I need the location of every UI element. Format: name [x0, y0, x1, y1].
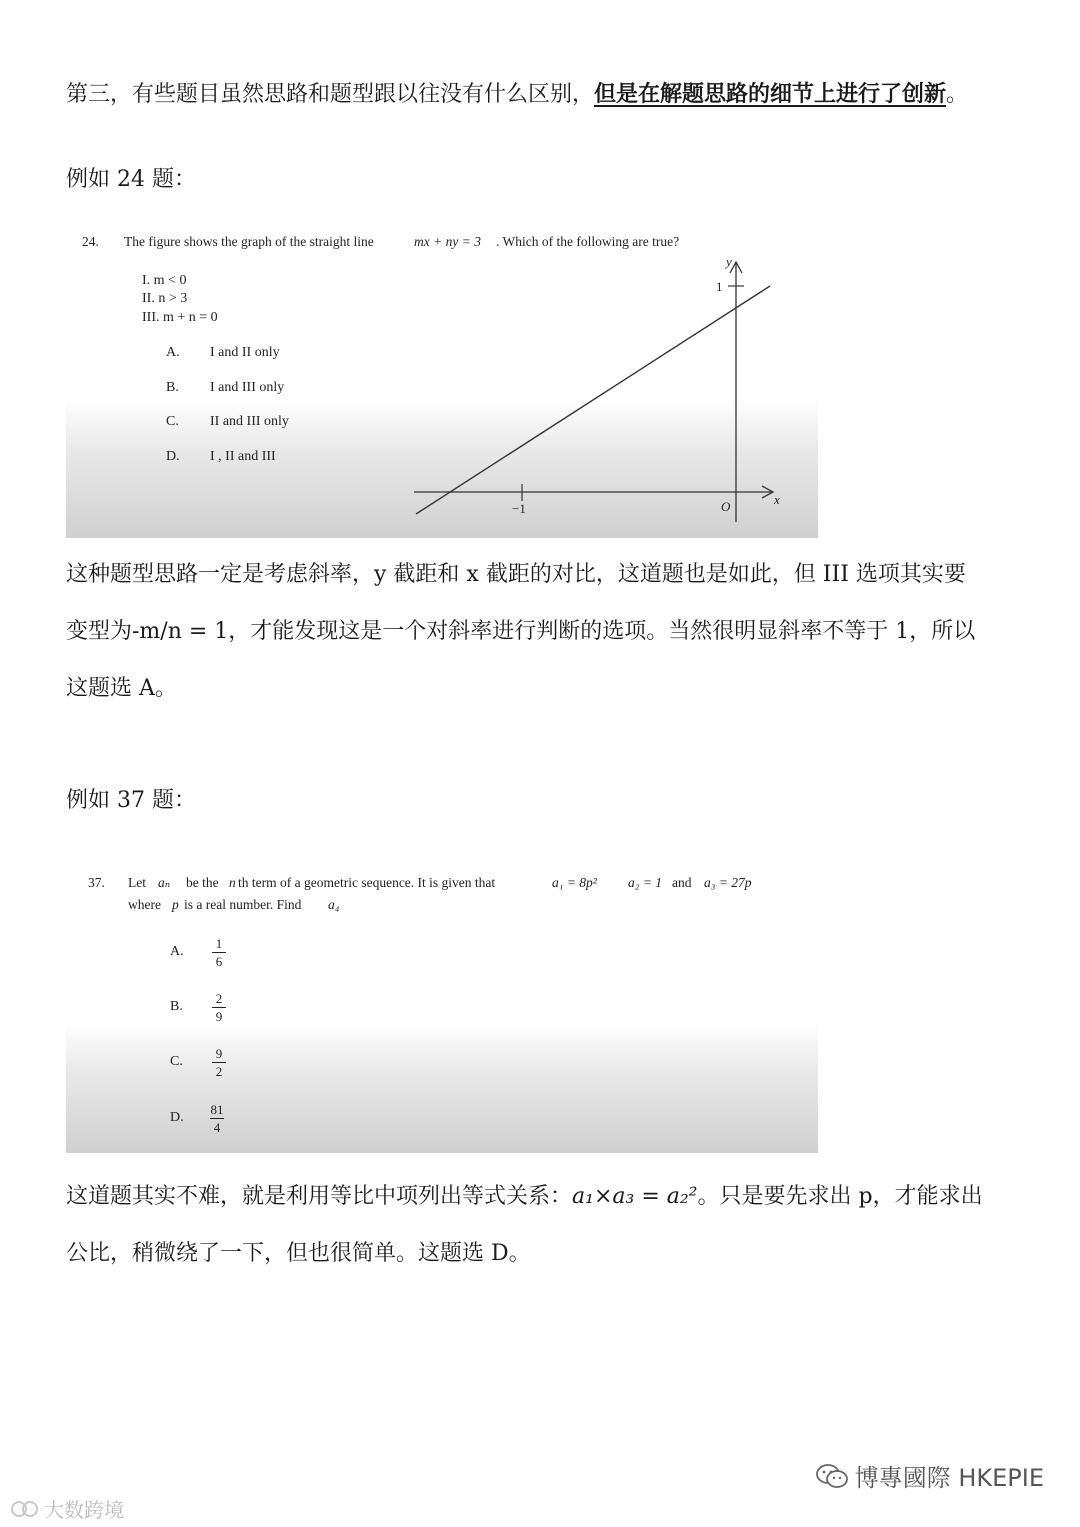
question-24-image	[66, 222, 818, 538]
analysis-24-line-2: 变型为-m/n = 1，才能发现这是一个对斜率进行判断的选项。当然很明显斜率不等于 1，所以	[66, 619, 976, 644]
watermark-logo-icon	[10, 1498, 40, 1520]
analysis-37-pre: 这道题其实不难，就是利用等比中项列出等式关系：	[66, 1184, 573, 1209]
q37-n: n	[229, 875, 236, 890]
q37-option-b-num: 2	[215, 991, 223, 1006]
question-37-image	[66, 860, 818, 1153]
watermark-text: 大数跨境	[44, 1498, 124, 1522]
x-axis-label: x	[774, 492, 780, 507]
q24-option-c-text: II and III only	[210, 414, 289, 429]
q37-option-c-letter: C.	[170, 1054, 183, 1069]
analysis-37-post: 。只是要先求出 p，才能求出	[697, 1184, 983, 1209]
analysis-37-line-1	[66, 1168, 1026, 1225]
q37-line1-rest: th term of a geometric sequence. It is given that	[238, 875, 496, 890]
q24-option-c-letter: C.	[166, 414, 179, 429]
corner-watermark	[10, 1494, 124, 1523]
example-24-heading: 例如 24 题：	[66, 167, 196, 192]
q37-let: Let	[128, 875, 146, 890]
q37-option-d-den: 4	[213, 1120, 221, 1135]
analysis-37-line-2: 公比，稍微绕了一下，但也很简单。这题选 D。	[66, 1241, 531, 1266]
q24-number: 24.	[82, 234, 99, 249]
fraction-bar	[210, 1118, 224, 1119]
q24-statement-1: I. m < 0	[142, 273, 187, 288]
q37-a2: a₂ = 1	[628, 875, 663, 890]
q24-option-b-letter: B.	[166, 380, 179, 395]
q37-option-b-den: 9	[215, 1009, 223, 1024]
q37-option-d-fraction	[210, 1102, 224, 1135]
intro-end: 。	[946, 82, 969, 107]
q24-graph	[66, 222, 818, 538]
q37-option-a-fraction	[212, 936, 226, 969]
q24-option-d-letter: D.	[166, 449, 180, 464]
q37-number: 37.	[88, 875, 105, 890]
origin-label: O	[721, 499, 731, 514]
q37-option-c-den: 2	[215, 1064, 223, 1079]
q37-option-a-num: 1	[215, 936, 223, 951]
analysis-24-line-3: 这题选 A。	[66, 676, 177, 701]
q24-option-b-text: I and III only	[210, 380, 285, 395]
y-axis-label: y	[726, 254, 732, 269]
fraction-bar	[212, 952, 226, 953]
y-tick-one-label: 1	[716, 279, 723, 294]
q24-option-a-letter: A.	[166, 345, 180, 360]
q37-option-d-letter: D.	[170, 1110, 184, 1125]
fraction-bar	[212, 1007, 226, 1008]
q24-equation: mx + ny = 3	[414, 234, 481, 249]
q37-line2-rest: is a real number. Find	[184, 897, 302, 912]
q37-be-the: be the	[186, 875, 219, 890]
q37-and: and	[672, 875, 692, 890]
footer-brand-text: 博專國際 HKEPIE	[854, 1464, 1044, 1492]
q37-p: p	[172, 897, 179, 912]
q24-option-a-text: I and II only	[210, 345, 280, 360]
q37-option-c-num: 9	[215, 1046, 223, 1061]
q37-a1: a₁ = 8p²	[552, 875, 597, 890]
intro-paragraph	[66, 66, 1026, 123]
q37-option-a-letter: A.	[170, 944, 184, 959]
q24-statement-2: II. n > 3	[142, 291, 188, 306]
q24-text-pre: The figure shows the graph of the straight line	[124, 234, 374, 249]
q24-statement-3: III. m + n = 0	[142, 310, 218, 325]
analysis-24-line-1: 这种题型思路一定是考虑斜率，y 截距和 x 截距的对比，这道题也是如此，但 III 选项其实要	[66, 562, 966, 587]
footer-brand	[815, 1458, 1044, 1493]
q37-option-c-fraction	[212, 1046, 226, 1079]
fraction-bar	[212, 1062, 226, 1063]
q37-option-a-den: 6	[215, 954, 223, 969]
x-tick-neg-one-label: −1	[512, 501, 526, 516]
example-37-heading: 例如 37 题：	[66, 788, 196, 813]
q24-option-d-text: I , II and III	[210, 449, 276, 464]
intro-plain: 第三，有些题目虽然思路和题型跟以往没有什么区别，	[66, 82, 595, 107]
q37-where: where	[128, 897, 161, 912]
q37-a4: a₄	[328, 897, 340, 912]
q37-a3: a₃ = 27p	[704, 875, 752, 890]
q37-an: aₙ	[158, 875, 171, 890]
intro-emphasis: 但是在解题思路的细节上进行了创新	[594, 81, 947, 107]
analysis-37-formula: a₁×a₃ = a₂²	[572, 1184, 698, 1209]
q24-text-post: . Which of the following are true?	[496, 234, 680, 249]
graph-line	[416, 286, 770, 514]
q37-option-b-fraction	[212, 991, 226, 1024]
q37-option-d-num: 81	[210, 1102, 224, 1117]
q37-option-b-letter: B.	[170, 999, 183, 1014]
wechat-icon	[815, 1463, 849, 1489]
